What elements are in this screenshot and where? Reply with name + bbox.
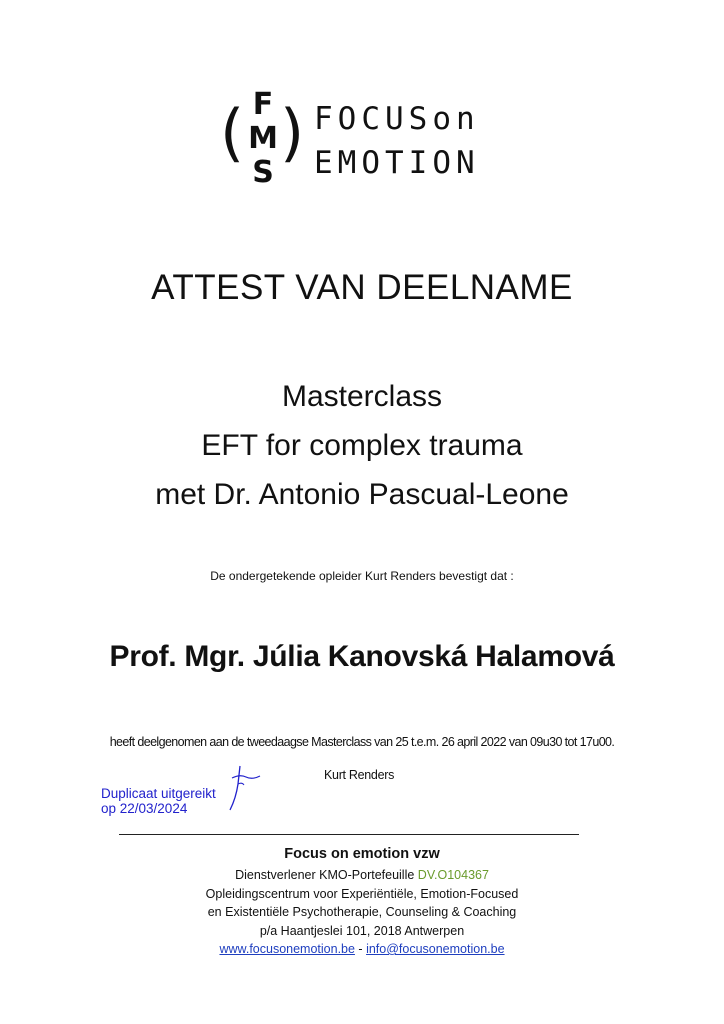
logo-letter-m: M xyxy=(248,121,278,156)
portfolio-id: DV.O104367 xyxy=(417,868,489,882)
logo-letter-s: S xyxy=(252,155,274,190)
logo-right-paren: ) xyxy=(280,96,305,169)
footer-block xyxy=(0,866,724,959)
signer-name: Kurt Renders xyxy=(324,768,395,782)
course-trainer: met Dr. Antonio Pascual-Leone xyxy=(155,478,569,511)
course-topic: EFT for complex trauma xyxy=(201,429,523,462)
contact-separator: - xyxy=(354,942,367,956)
fms-logo xyxy=(220,88,520,198)
certificate-title: ATTEST VAN DEELNAME xyxy=(151,268,573,307)
footer-line3: en Existentiële Psychotherapie, Counseling & Coaching xyxy=(207,905,517,919)
portfolio-line xyxy=(0,866,724,885)
logo-text-line2: EMOTION xyxy=(314,145,480,181)
signature-icon xyxy=(226,764,266,812)
logo-left-paren: ( xyxy=(220,96,245,169)
stamp-line2: op 22/03/2024 xyxy=(101,801,188,816)
fms-logo-icon xyxy=(248,88,278,190)
contact-line xyxy=(0,940,724,959)
attendance-text: heeft deelgenomen aan de tweedaagse Masterclass van 25 t.e.m. 26 april 2022 van 09u30 tot 17u00. xyxy=(109,735,615,749)
footer-divider xyxy=(119,834,579,835)
stamp-line1: Duplicaat uitgereikt xyxy=(101,786,216,801)
course-type: Masterclass xyxy=(281,380,443,413)
footer-address: p/a Haantjeslei 101, 2018 Antwerpen xyxy=(259,923,465,938)
logo-text-line1: FOCUSon xyxy=(314,101,480,137)
duplicate-stamp xyxy=(101,786,216,816)
footer-line2: Opleidingscentrum voor Experiëntiële, Emotion-Focused xyxy=(205,886,519,901)
email-link[interactable]: info@focusonemotion.be xyxy=(366,942,505,956)
course-block xyxy=(0,372,724,519)
confirmation-text: De ondergetekende opleider Kurt Renders bevestigt dat : xyxy=(210,569,514,583)
logo-letter-f: F xyxy=(252,87,274,122)
portfolio-prefix: Dienstverlener KMO-Portefeuille xyxy=(235,868,418,882)
participant-name: Prof. Mgr. Júlia Kanovská Halamová xyxy=(109,640,615,673)
website-link[interactable]: www.focusonemotion.be xyxy=(219,942,355,956)
organization-name: Focus on emotion vzw xyxy=(284,846,440,862)
